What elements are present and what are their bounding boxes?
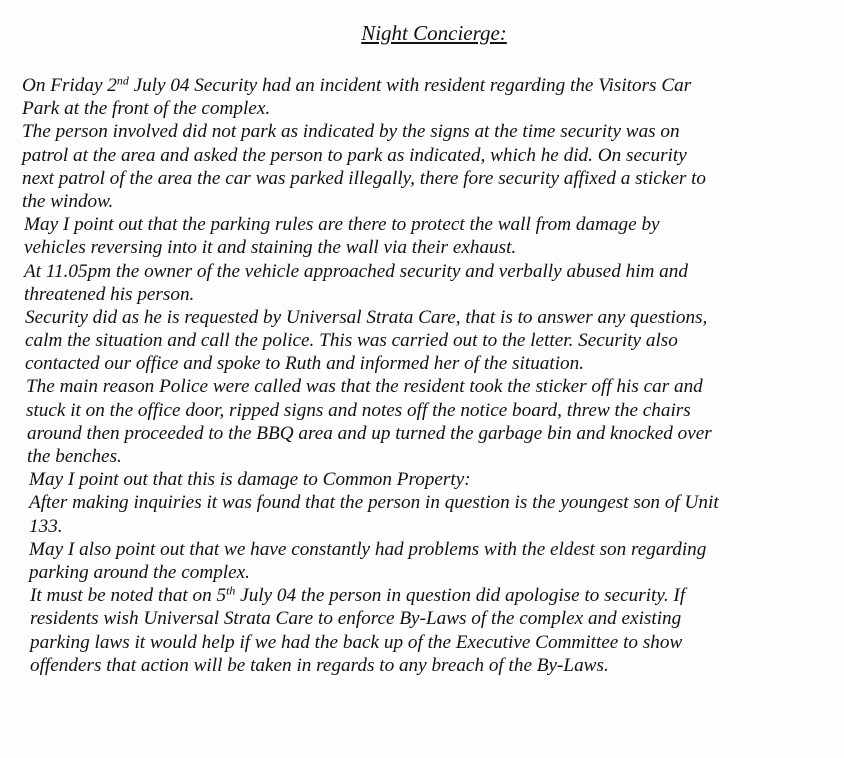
- line-text: parking laws it would help if we had the back up of the Executive Committee to show: [30, 631, 683, 653]
- line-text: residents wish Universal Strata Care to enforce By-Laws of the complex and existing: [30, 608, 682, 630]
- line-text: The person involved did not park as indicated by the signs at the time security was on: [22, 121, 680, 143]
- line-text: On Friday 2: [22, 75, 117, 96]
- text-line: [22, 468, 827, 491]
- line-text: May I point out that the parking rules are there to protect the wall from damage by: [24, 214, 660, 236]
- text-line: [22, 584, 827, 607]
- text-line: [22, 352, 827, 375]
- line-text: next patrol of the area the car was parked illegally, there fore security affixed a sticker to: [22, 167, 707, 189]
- line-text: May I also point out that we have constantly had problems with the eldest son regarding: [29, 538, 707, 560]
- text-line: [22, 329, 827, 352]
- line-text: stuck it on the office door, ripped signs and notes off the notice board, threw the chairs: [26, 399, 691, 421]
- text-line: [22, 375, 827, 398]
- text-line: [22, 74, 827, 97]
- line-text: patrol at the area and asked the person to park as indicated, which he did. On security: [22, 144, 687, 166]
- page-title: Night Concierge:: [361, 21, 507, 45]
- text-line: [22, 260, 827, 283]
- line-text: calm the situation and call the police. This was carried out to the letter. Security also: [25, 330, 678, 352]
- line-text: At 11.05pm the owner of the vehicle approached security and verbally abused him and: [24, 260, 688, 282]
- line-text: May I point out that this is damage to Common Property:: [29, 469, 471, 491]
- text-line: [22, 607, 827, 630]
- ordinal-suffix: th: [226, 583, 236, 598]
- text-line: [22, 445, 827, 468]
- text-line: [22, 167, 827, 190]
- line-text: vehicles reversing into it and staining the wall via their exhaust.: [24, 237, 517, 259]
- ordinal-suffix: nd: [116, 73, 129, 88]
- text-line: [22, 561, 827, 584]
- line-text: After making inquiries it was found that the person in question is the youngest son of Unit: [29, 492, 719, 514]
- line-text: parking around the complex.: [29, 561, 250, 583]
- text-line: [22, 422, 827, 445]
- text-line: [22, 306, 827, 329]
- text-line: [22, 491, 827, 514]
- line-text: offenders that action will be taken in regards to any breach of the By-Laws.: [30, 654, 609, 676]
- line-text: contacted our office and spoke to Ruth and informed her of the situation.: [25, 353, 585, 375]
- line-text: The main reason Police were called was that the resident took the sticker off his car and: [26, 376, 703, 398]
- text-line: [22, 538, 827, 561]
- text-line: [22, 515, 827, 538]
- line-text: Park at the front of the complex.: [22, 98, 271, 120]
- text-line: [22, 144, 827, 167]
- line-text-continued: July 04 the person in question did apologise to security. If: [235, 585, 686, 607]
- text-line: [22, 97, 827, 120]
- line-text: Security did as he is requested by Universal Strata Care, that is to answer any questions,: [25, 306, 708, 328]
- line-text: It must be noted that on 5: [30, 585, 227, 607]
- line-text: threatened his person.: [24, 283, 195, 305]
- line-text: the window.: [22, 190, 114, 212]
- document-body: [22, 74, 827, 677]
- text-line: [22, 236, 827, 259]
- text-line: [22, 190, 827, 213]
- line-text-continued: July 04 Security had an incident with resident regarding the Visitors Car: [128, 75, 692, 96]
- line-text: around then proceeded to the BBQ area and up turned the garbage bin and knocked over: [27, 422, 712, 444]
- text-line: [22, 283, 827, 306]
- text-line: [22, 631, 827, 654]
- line-text: 133.: [29, 515, 63, 537]
- text-line: [22, 120, 827, 143]
- text-line: [22, 399, 827, 422]
- text-line: [22, 213, 827, 236]
- line-text: the benches.: [27, 446, 122, 467]
- text-line: [22, 654, 827, 677]
